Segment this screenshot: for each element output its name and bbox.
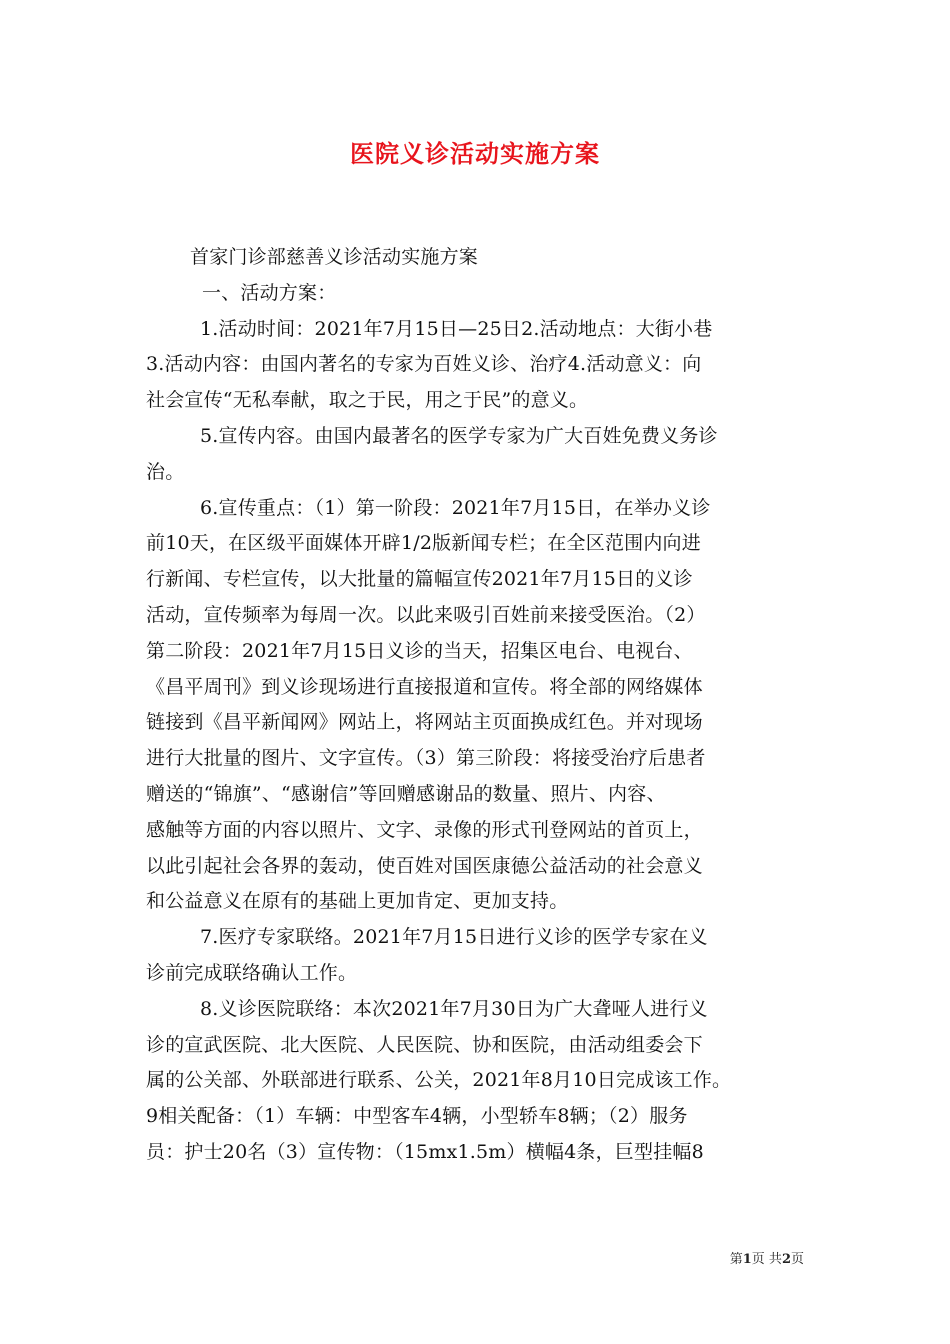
paragraph-line: 链接到《昌平新闻网》网站上，将网站主页面换成红色。并对现场 <box>146 711 703 734</box>
paragraph-line: 诊前完成联络确认工作。 <box>146 961 358 984</box>
paragraph-line: 感触等方面的内容以照片、文字、录像的形式刊登网站的首页上， <box>146 818 703 841</box>
paragraph-line: 3.活动内容：由国内著名的专家为百姓义诊、治疗4.活动意义：向 <box>146 353 702 376</box>
paragraph-line: 属的公关部、外联部进行联系、公关，2021年8月10日完成该工作。 <box>146 1069 732 1092</box>
paragraph-line: 和公益意义在原有的基础上更加肯定、更加支持。 <box>146 890 569 913</box>
footer-page-number: 1 <box>742 1252 752 1267</box>
paragraph-line: 进行大批量的图片、文字宣传。（3）第三阶段：将接受治疗后患者 <box>146 747 706 770</box>
paragraph-line: 以此引起社会各界的轰动，使百姓对国医康德公益活动的社会意义 <box>146 854 703 877</box>
paragraph-line: 7.医疗专家联络。2021年7月15日进行义诊的医学专家在义 <box>200 926 708 949</box>
paragraph-line: 赠送的“锦旗”、“感谢信”等回赠感谢品的数量、照片、内容、 <box>146 782 666 805</box>
page-footer <box>730 1248 804 1267</box>
paragraph-line: 9相关配备：（1）车辆：中型客车4辆，小型轿车8辆；（2）服务 <box>146 1105 688 1128</box>
paragraph-line: 活动，宣传频率为每周一次。以此来吸引百姓前来接受医治。（2） <box>146 603 706 626</box>
paragraph-line: 行新闻、专栏宣传，以大批量的篇幅宣传2021年7月15日的义诊 <box>146 568 693 591</box>
paragraph-line: 《昌平周刊》到义诊现场进行直接报道和宣传。将全部的网络媒体 <box>146 675 703 698</box>
footer-middle: 页 共 <box>751 1252 782 1267</box>
paragraph-line: 第二阶段：2021年7月15日义诊的当天，招集区电台、电视台、 <box>146 639 693 662</box>
paragraph-line: 5.宣传内容。由国内最著名的医学专家为广大百姓免费义务诊 <box>200 424 718 447</box>
paragraph-line: 6.宣传重点：（1）第一阶段：2021年7月15日，在举办义诊 <box>200 496 711 519</box>
paragraph-line: 社会宣传“无私奉献，取之于民，用之于民”的意义。 <box>146 389 589 412</box>
paragraph-line: 一、活动方案： <box>202 281 337 304</box>
paragraph-line: 员：护士20名（3）宣传物：（15mx1.5m）横幅4条，巨型挂幅8 <box>146 1140 704 1163</box>
document-body <box>146 240 816 1171</box>
paragraph-line: 诊的宣武医院、北大医院、人民医院、协和医院，由活动组委会下 <box>146 1033 703 1056</box>
document-title: 医院义诊活动实施方案 <box>350 139 600 168</box>
paragraph-line: 治。 <box>146 460 185 483</box>
footer-prefix: 第 <box>729 1252 743 1267</box>
paragraph-line: 首家门诊部慈善义诊活动实施方案 <box>190 246 479 268</box>
paragraph-line: 1.活动时间：2021年7月15日—25日2.活动地点：大街小巷 <box>200 317 713 340</box>
footer-total-pages: 2 <box>781 1252 791 1267</box>
paragraph-line: 前10天，在区级平面媒体开辟1/2版新闻专栏；在全区范围内向进 <box>146 532 701 555</box>
footer-suffix: 页 <box>790 1252 804 1267</box>
paragraph-line: 8.义诊医院联络：本次2021年7月30日为广大聋哑人进行义 <box>200 997 708 1020</box>
